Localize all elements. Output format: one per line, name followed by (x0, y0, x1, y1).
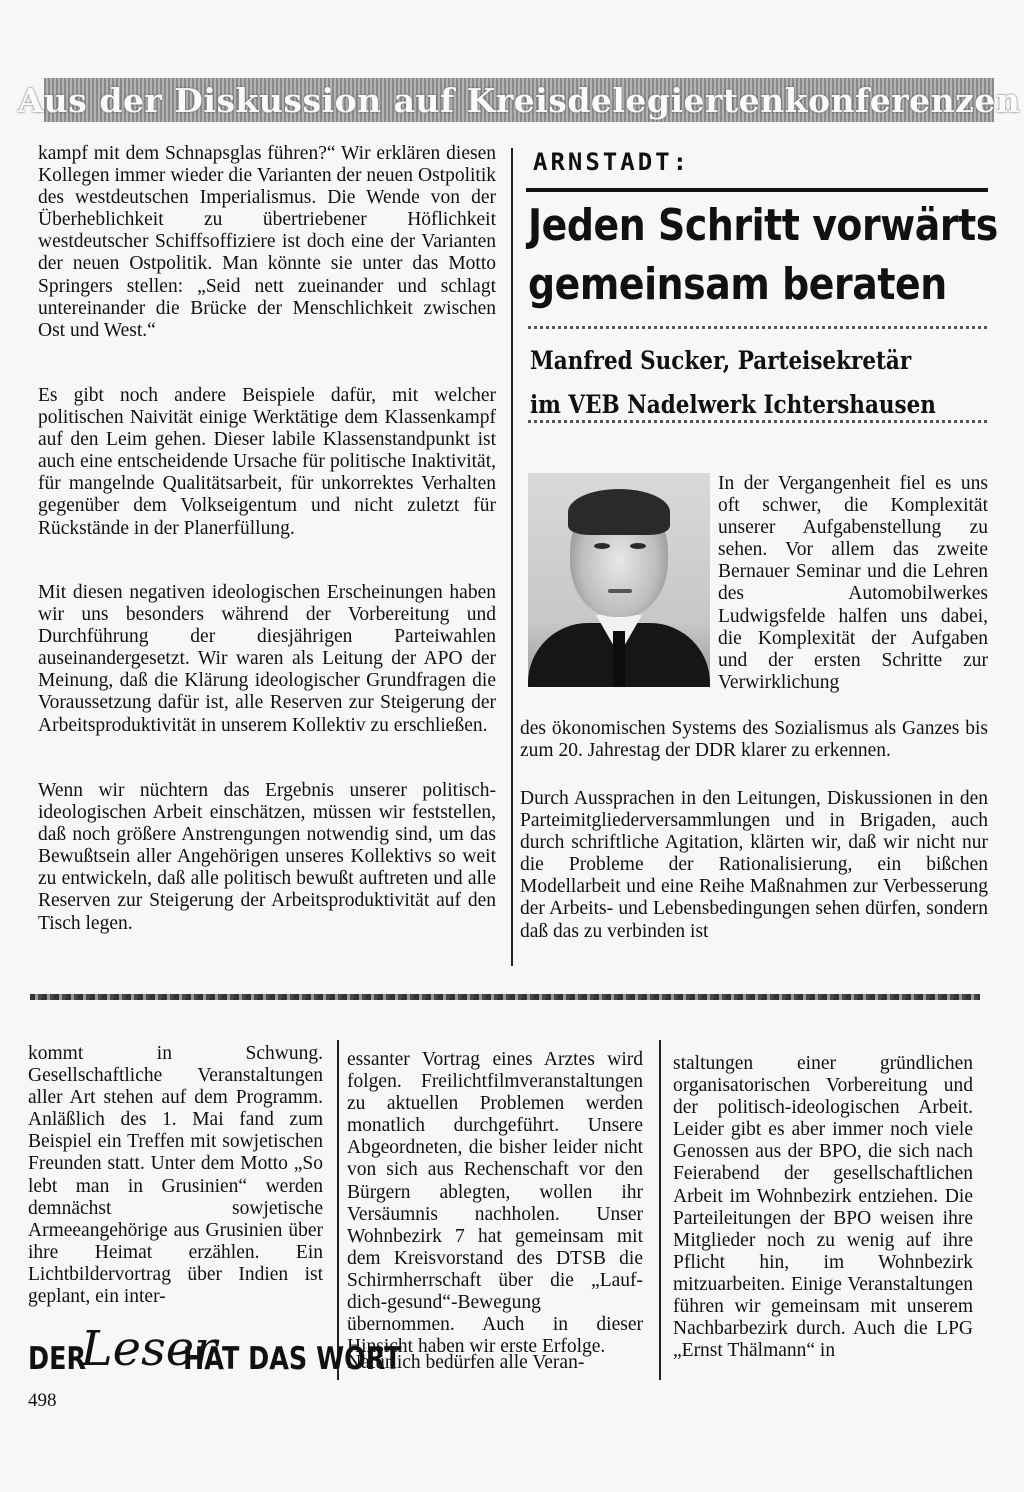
headline-line-2: gemeinsam beraten (528, 259, 947, 310)
left-paragraph-2: Es gibt noch andere Beispiele dafür, mit welcher politischen Naivität einige Werktätige dem Klassenkampf auf den Leim gehen. Dieser labile Klassenstandpunkt ist auch eine entscheidende Ursache für politische Inaktivität, für mangelnde Qualitätsarbeit, für unkorrektes Verhalten gegenüber dem Volkseigentum und nicht zuletzt für Rückstände in der Planerfüllung. (38, 385, 496, 539)
portrait-photo (528, 473, 710, 687)
article-dateline: ARNSTADT: (533, 148, 691, 176)
logo-text-der: DER (28, 1341, 87, 1377)
bottom-column-2: essanter Vortrag eines Arztes wird folgen. Freilichtfilmveranstaltungen zu aktuellen Problemen werden monatlich durchgeführt. Unsere Abgeordneten, die bisher leider nicht von sich aus Rechenschaft vor den Bürgern ablegten, wollen ihr Versäumnis nachholen. Unser Wohnbezirk 7 hat gemeinsam mit dem Kreisvorstand des DTSB die Schirmherrschaft über die „Lauf-dich-gesund“-Bewegung übernommen. Auch in dieser Hinsicht haben wir erste Erfolge. (347, 1049, 643, 1358)
left-paragraph-1: kampf mit dem Schnapsglas führen?“ Wir erklären diesen Kollegen immer wieder die Varianten der neuen Ostpolitik des westdeutschen Imperialismus. Die Wende von der Überheblichkeit zu übertriebener Höflichkeit westdeutscher Schiffsoffiziere ist doch eine der Varianten der neuen Ostpolitik. Man könnte sie unter das Motto Springers stellen: „Seid nett zueinander und schlagt untereinander die Brücke der Menschlichkeit zwischen Ost und West.“ (38, 143, 496, 341)
photo-eye-left (594, 543, 610, 549)
reader-column-logo (28, 1321, 450, 1377)
photo-tie (613, 631, 625, 687)
byline-line-1: Manfred Sucker, Parteisekretär (530, 346, 912, 375)
headline-line-1: Jeden Schritt vorwärts (528, 200, 998, 251)
bottom-column-2-last: Natürlich bedürfen alle Veran- (347, 1352, 585, 1373)
photo-mouth (608, 589, 632, 593)
headline-rule-top (526, 188, 988, 192)
headline-rule-bottom (528, 326, 988, 329)
byline-rule (528, 420, 988, 423)
banner-title: Aus der Diskussion auf Kreisdelegiertenkonferenzen (17, 80, 1021, 120)
left-paragraph-4: Wenn wir nüchtern das Ergebnis unserer politisch-ideologischen Arbeit einschätzen, müssen wir feststellen, daß noch größere Anstrengungen notwendig sind, um das Bewußtsein aller Angehörigen unseres Kollektivs so weit zu entwickeln, daß alle politisch bewußt auftreten und alle Reserven zur Steigerung der Arbeitsproduktivität auf den Tisch legen. (38, 780, 496, 934)
logo-text-leser: Leser (80, 1321, 218, 1377)
page-number: 498 (28, 1390, 57, 1411)
bottom-column-3: staltungen einer gründlichen organisatorischen Vorbereitung und der politisch-ideologischen Arbeit. Leider gibt es aber immer noch viele Genossen aus der BPO, die sich nach Feierabend der gesellschaftlichen Arbeit im Wohnbezirk entziehen. Die Parteileitungen der BPO weisen ihre Mitglieder noch zu wenig auf ihre Pflicht hin, im Wohnbezirk mitzuarbeiten. Einige Veranstaltungen führen wir gemeinsam mit unserem Nachbarbezirk durch. Auch die LPG „Ernst Thälmann“ in (673, 1053, 973, 1362)
article-paragraph-2: Durch Aussprachen in den Leitungen, Diskussionen in den Parteimitgliederversammlungen und in Brigaden, auch durch schriftliche Agitation, klärten wir, daß wir nicht nur die Probleme der Rationalisierung, ein bißchen Modellarbeit und eine Reihe Maßnahmen zur Verbesserung der Arbeits- und Lebensbedingungen sehen dürfen, sondern daß das zu verbinden ist (520, 788, 988, 942)
byline-line-2: im VEB Nadelwerk Ichtershausen (530, 390, 936, 419)
bottom-divider-2 (659, 1040, 661, 1380)
article-text-beside-photo: In der Vergangenheit fiel es uns oft schwer, die Komplexität unserer Aufgabenstellung zu sehen. Vor allem das zweite Bernauer Seminar und die Lehren des Automobilwerkes Ludwigsfelde halfen uns dabei, die Komplexität der Aufgaben und der ersten Schritte zur Verwirklichung (718, 473, 988, 693)
photo-hair (568, 489, 670, 535)
article-text-below-photo: des ökonomischen Systems des Sozialismus als Ganzes bis zum 20. Jahrestag der DDR klarer zu erkennen. (520, 718, 988, 762)
article-byline (530, 339, 936, 427)
column-divider (511, 148, 513, 966)
bottom-column-1: kommt in Schwung. Gesellschaftliche Veranstaltungen aller Art stehen auf dem Programm. Anläßlich des 1. Mai fand zum Beispiel ein Treffen mit sowjetischen Freunden statt. Unter dem Motto „So lebt man in Grusinien“ werden demnächst sowjetische Armeeangehörige aus Grusinien über ihre Heimat erzählen. Ein Lichtbildervortrag über Indien ist geplant, ein inter- (28, 1043, 323, 1308)
article-headline (528, 196, 998, 314)
left-paragraph-3: Mit diesen negativen ideologischen Erscheinungen haben wir uns besonders während der Vorbereitung und Durchführung der diesjährigen Parteiwahlen auseinandergesetzt. Wir waren als Leitung der APO der Meinung, daß die Klärung ideologischer Grundfragen die Voraussetzung dafür ist, alle Reserven zur Steigerung der Arbeitsproduktivität in unserem Kollektiv zu erschließen. (38, 582, 496, 736)
photo-eye-right (630, 543, 646, 549)
logo-text-hat-das-wort: HAT DAS WORT (183, 1341, 402, 1377)
section-banner (17, 78, 1021, 122)
section-separator (30, 994, 980, 1000)
